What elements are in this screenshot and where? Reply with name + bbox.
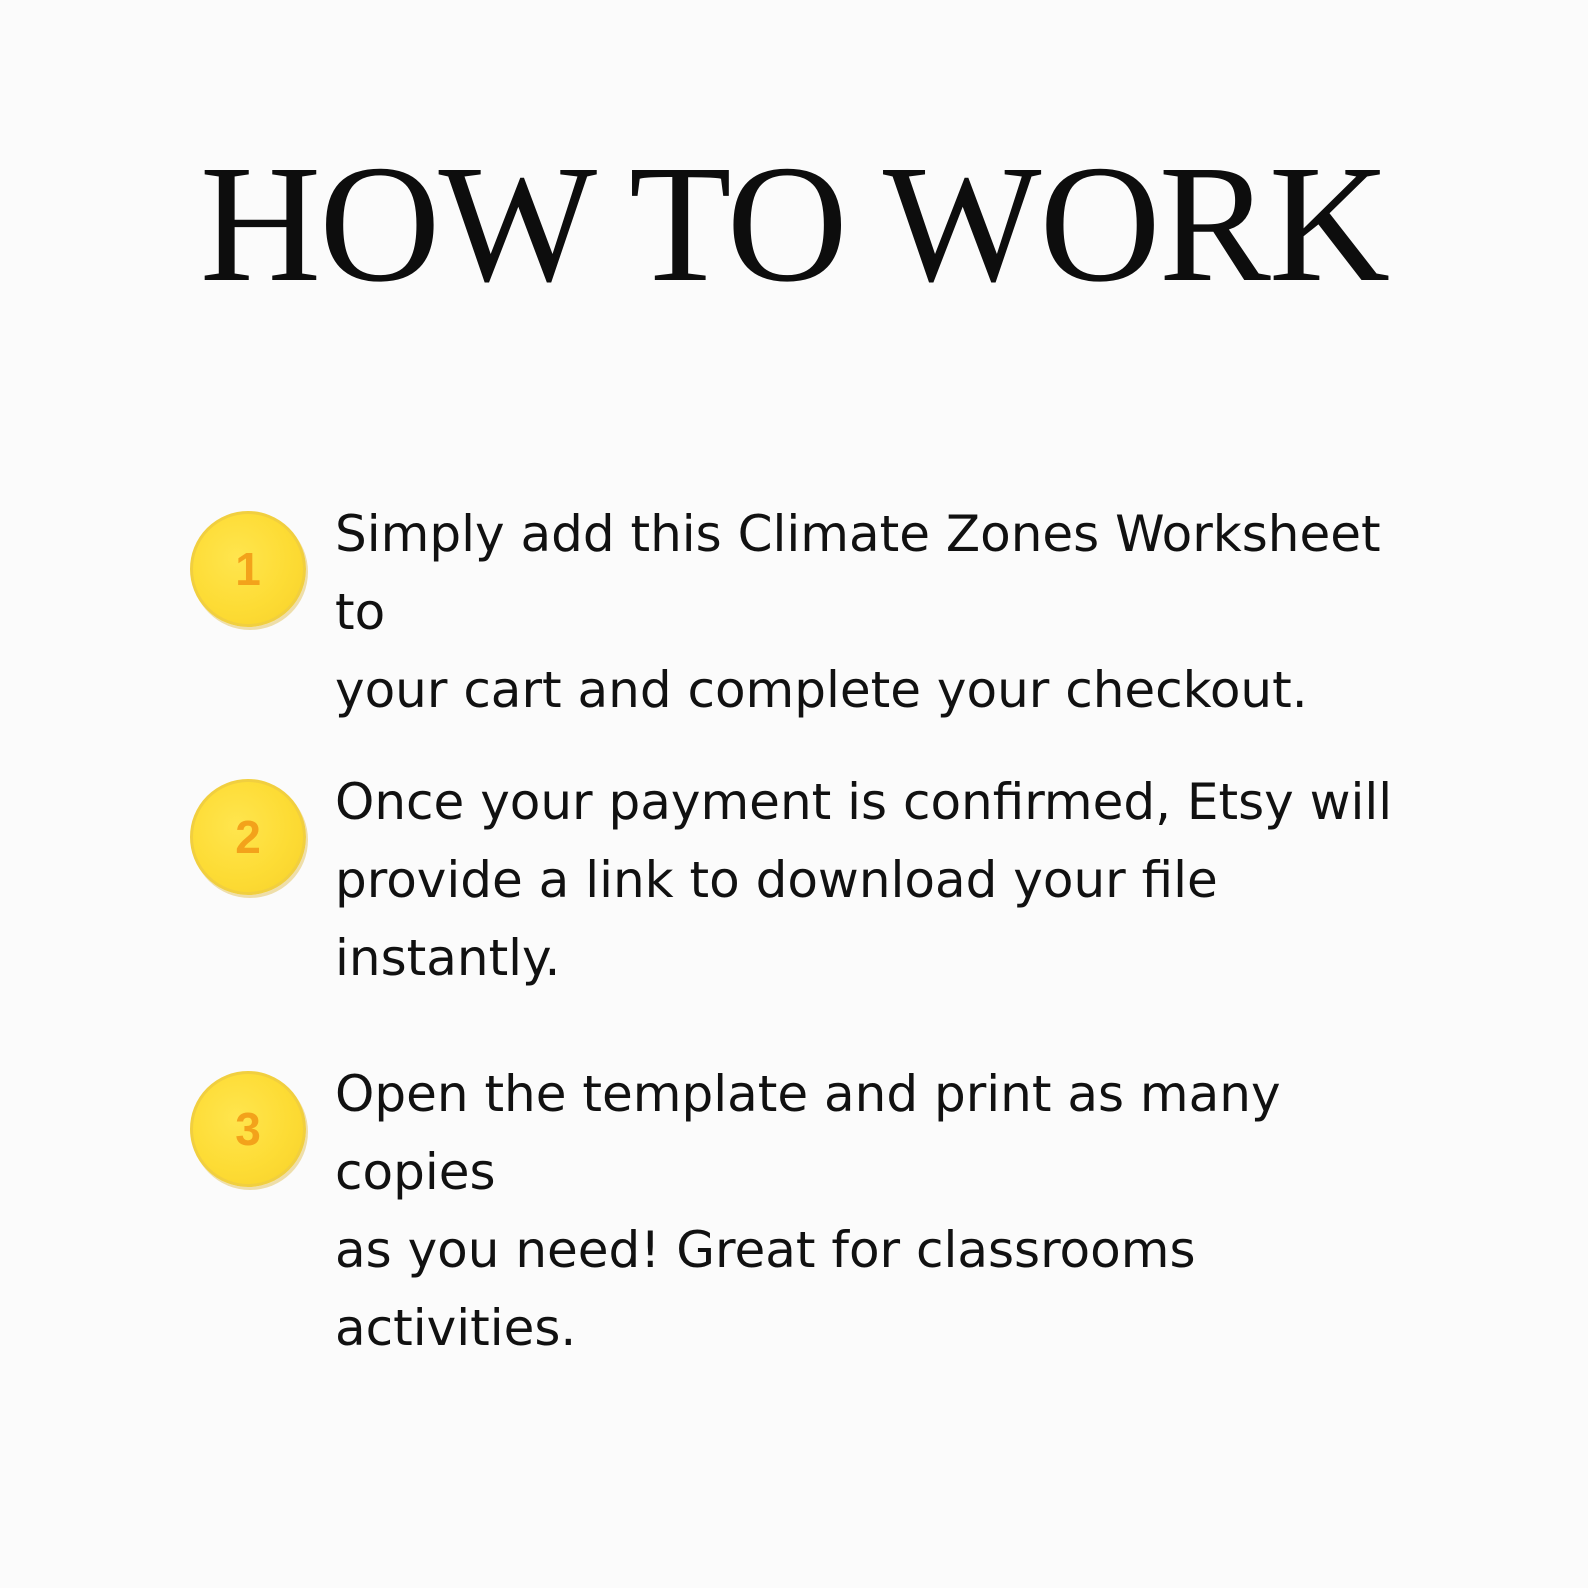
step-text-1: Simply add this Climate Zones Worksheet to your cart and complete your checkout.	[335, 505, 1381, 719]
step-item-3	[190, 1055, 1490, 1357]
step-number-3: 3	[235, 1103, 261, 1155]
step-number-2: 2	[235, 811, 261, 863]
step-text-2: Once your payment is confirmed, Etsy will provide a link to download your file instantly.	[335, 773, 1393, 987]
step-item-2	[190, 763, 1490, 987]
step-number-badge-2	[190, 779, 306, 895]
step-number-badge-1	[190, 511, 306, 627]
step-text-3: Open the template and print as many copies as you need! Great for classrooms activities.	[335, 1065, 1281, 1357]
step-number-badge-3	[190, 1071, 306, 1187]
step-number-1: 1	[235, 543, 261, 595]
step-item-1	[190, 495, 1490, 719]
page-title: HOW TO WORK	[199, 131, 1389, 317]
